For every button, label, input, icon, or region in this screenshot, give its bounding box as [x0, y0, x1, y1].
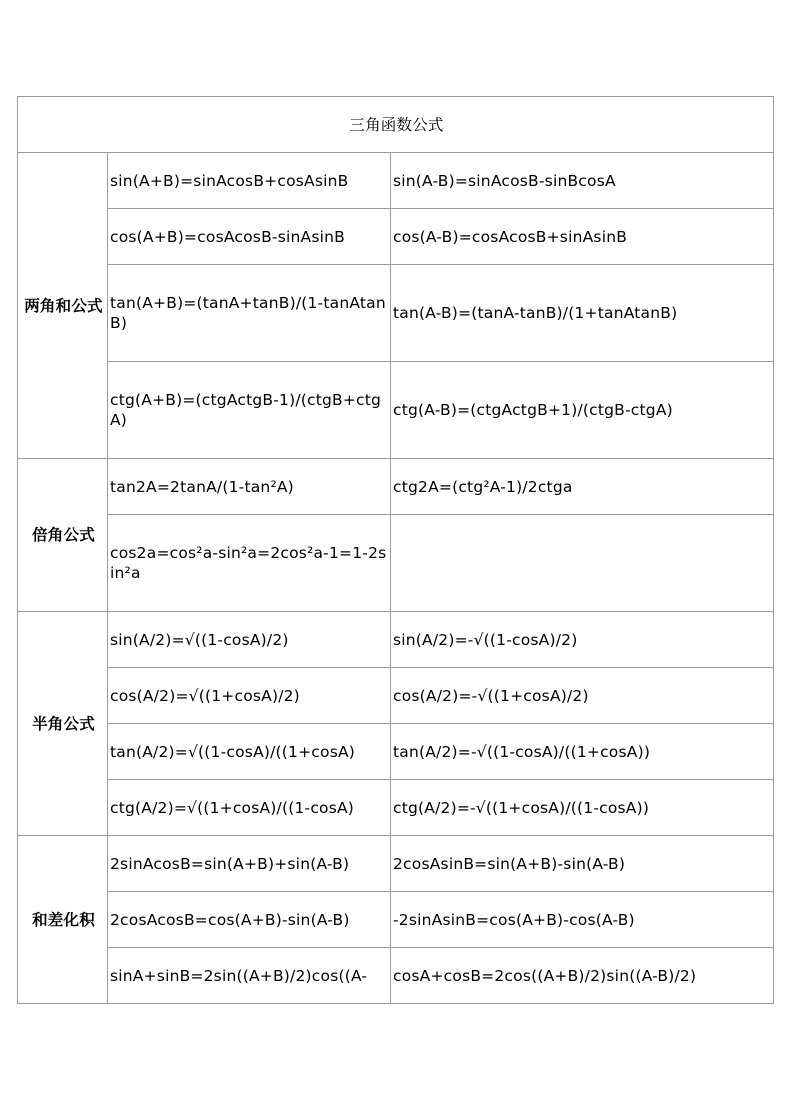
formula-cell: tan(A+B)=(tanA+tanB)/(1-tanAtanB): [108, 265, 391, 362]
formula-cell: cosA+cosB=2cos((A+B)/2)sin((A-B)/2): [391, 948, 774, 1004]
formula-cell: cos(A/2)=√((1+cosA)/2): [108, 668, 391, 724]
table-title: 三角函数公式: [18, 97, 774, 153]
section-label: 和差化积: [18, 836, 108, 1004]
formula-cell: tan(A/2)=√((1-cosA)/((1+cosA): [108, 724, 391, 780]
formula-cell: sinA+sinB=2sin((A+B)/2)cos((A-: [108, 948, 391, 1004]
formula-table: [17, 96, 774, 1004]
formula-cell: 2cosAcosB=cos(A+B)-sin(A-B): [108, 892, 391, 948]
formula-cell: 2cosAsinB=sin(A+B)-sin(A-B): [391, 836, 774, 892]
formula-cell: sin(A+B)=sinAcosB+cosAsinB: [108, 153, 391, 209]
formula-cell: ctg2A=(ctg²A-1)/2ctga: [391, 459, 774, 515]
formula-cell: sin(A/2)=-√((1-cosA)/2): [391, 612, 774, 668]
formula-cell: sin(A/2)=√((1-cosA)/2): [108, 612, 391, 668]
section-label: 倍角公式: [18, 459, 108, 612]
formula-cell: tan(A/2)=-√((1-cosA)/((1+cosA)): [391, 724, 774, 780]
section-label: 半角公式: [18, 612, 108, 836]
formula-cell: ctg(A+B)=(ctgActgB-1)/(ctgB+ctgA): [108, 362, 391, 459]
formula-cell: 2sinAcosB=sin(A+B)+sin(A-B): [108, 836, 391, 892]
formula-cell: cos(A/2)=-√((1+cosA)/2): [391, 668, 774, 724]
formula-cell: tan(A-B)=(tanA-tanB)/(1+tanAtanB): [391, 265, 774, 362]
formula-cell: ctg(A/2)=-√((1+cosA)/((1-cosA)): [391, 780, 774, 836]
formula-cell: cos2a=cos²a-sin²a=2cos²a-1=1-2sin²a: [108, 515, 391, 612]
formula-cell: tan2A=2tanA/(1-tan²A): [108, 459, 391, 515]
formula-cell: cos(A+B)=cosAcosB-sinAsinB: [108, 209, 391, 265]
formula-cell: cos(A-B)=cosAcosB+sinAsinB: [391, 209, 774, 265]
formula-cell: [391, 515, 774, 612]
formula-cell: sin(A-B)=sinAcosB-sinBcosA: [391, 153, 774, 209]
section-label: 两角和公式: [18, 153, 108, 459]
formula-cell: ctg(A/2)=√((1+cosA)/((1-cosA): [108, 780, 391, 836]
formula-cell: ctg(A-B)=(ctgActgB+1)/(ctgB-ctgA): [391, 362, 774, 459]
formula-cell: -2sinAsinB=cos(A+B)-cos(A-B): [391, 892, 774, 948]
